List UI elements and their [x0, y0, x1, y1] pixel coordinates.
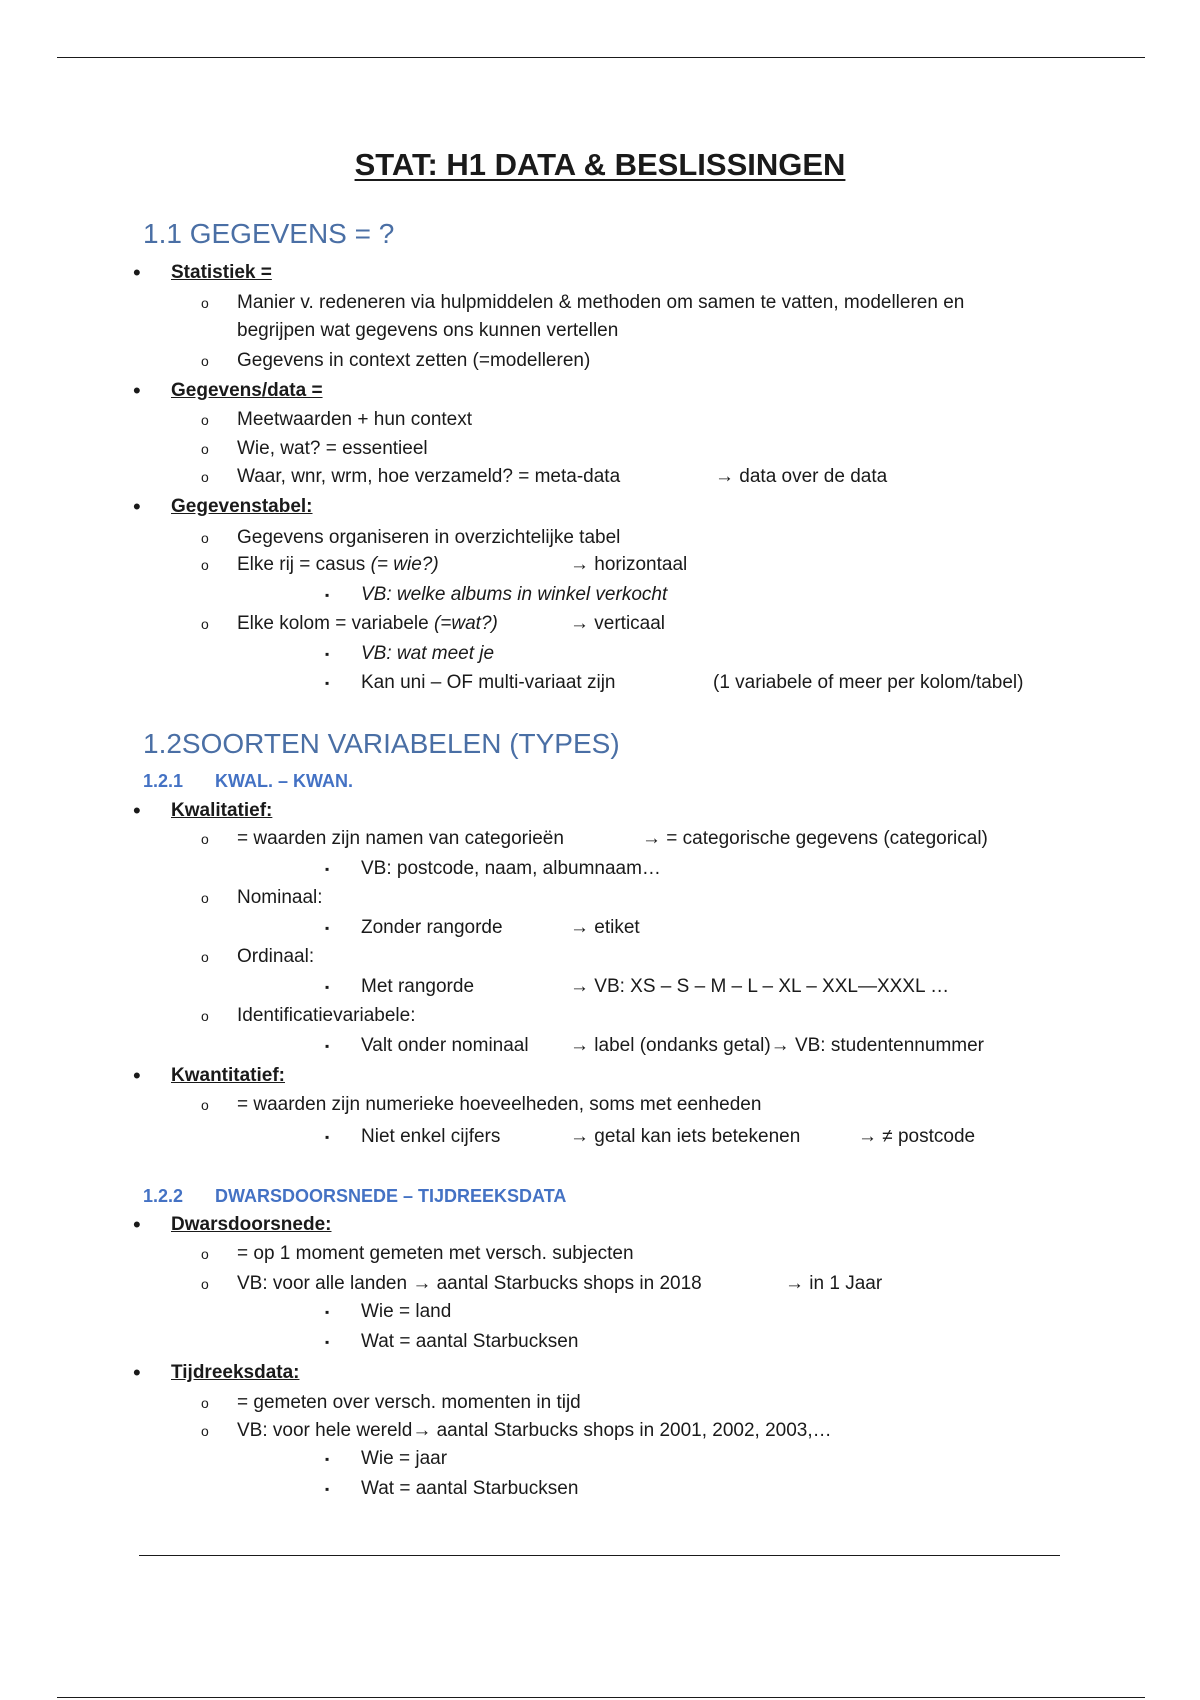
list-note: → etiket — [570, 917, 640, 938]
bullet: • — [133, 1212, 141, 1237]
bullet: • — [133, 1360, 141, 1385]
term-gegevens: Gegevens/data = — [171, 380, 323, 401]
bullet: • — [133, 798, 141, 823]
bullet: o — [201, 1246, 209, 1262]
bullet: o — [201, 1097, 209, 1113]
bullet: o — [201, 469, 209, 485]
list-item: Gegevens organiseren in overzichtelijke tabel — [237, 527, 621, 548]
bullet: ▪ — [325, 980, 330, 994]
term-gegevenstabel: Gegevenstabel: — [171, 496, 313, 517]
list-note: (1 variabele of meer per kolom/tabel) — [713, 672, 1024, 693]
bullet: o — [201, 831, 209, 847]
list-item: Nominaal: — [237, 887, 323, 908]
bullet: o — [201, 295, 209, 311]
list-item: Manier v. redeneren via hulpmiddelen & methoden om samen te vatten, modelleren en — [237, 292, 965, 313]
list-item: Wat = aantal Starbucksen — [361, 1331, 579, 1352]
term-dwarsdoorsnede: Dwarsdoorsnede: — [171, 1214, 332, 1235]
list-item: = gemeten over versch. momenten in tijd — [237, 1392, 581, 1413]
bullet: ▪ — [325, 647, 330, 661]
list-note: → VB: XS – S – M – L – XL – XXL—XXXL … — [570, 976, 950, 997]
list-item: = waarden zijn numerieke hoeveelheden, soms met eenheden — [237, 1094, 762, 1115]
bullet: ▪ — [325, 676, 330, 690]
list-item: begrijpen wat gegevens ons kunnen vertellen — [237, 320, 619, 341]
bullet: • — [133, 494, 141, 519]
bullet: • — [133, 260, 141, 285]
bullet: o — [201, 353, 209, 369]
list-item: VB: wat meet je — [361, 643, 495, 664]
list-note: → getal kan iets betekenen — [570, 1126, 801, 1147]
bullet: ▪ — [325, 588, 330, 602]
bullet: ▪ — [325, 921, 330, 935]
bullet: ▪ — [325, 1039, 330, 1053]
list-note: → = categorische gegevens (categorical) — [642, 828, 988, 849]
list-item: VB: postcode, naam, albumnaam… — [361, 858, 661, 879]
bullet: • — [133, 1063, 141, 1088]
bullet: o — [201, 441, 209, 457]
page-title: STAT: H1 DATA & BESLISSINGEN — [354, 147, 846, 182]
list-item: Niet enkel cijfers — [361, 1126, 501, 1147]
bullet: o — [201, 530, 209, 546]
list-item: Identificatievariabele: — [237, 1005, 416, 1026]
list-item: Met rangorde — [361, 976, 475, 997]
list-item: Waar, wnr, wrm, hoe verzameld? = meta-data — [237, 466, 621, 487]
bullet: • — [133, 378, 141, 403]
list-item: Wie, wat? = essentieel — [237, 438, 428, 459]
list-item: Wat = aantal Starbucksen — [361, 1478, 579, 1499]
term-kwalitatief: Kwalitatief: — [171, 800, 273, 821]
list-item: Valt onder nominaal — [361, 1035, 529, 1056]
list-note: → data over de data — [715, 466, 888, 487]
content-end-rule — [139, 1555, 1060, 1556]
bullet: ▪ — [325, 862, 330, 876]
list-item: Wie = jaar — [361, 1448, 448, 1469]
list-note: → label (ondanks getal)→ VB: studentennummer — [570, 1035, 984, 1056]
list-note: → verticaal — [570, 613, 666, 634]
list-item: VB: voor alle landen → aantal Starbucks shops in 2018 — [237, 1273, 702, 1294]
term-statistiek: Statistiek = — [171, 262, 272, 283]
list-item: = waarden zijn namen van categorieën — [237, 828, 564, 849]
header-rule — [57, 57, 1145, 58]
bullet: o — [201, 1423, 209, 1439]
bullet: o — [201, 1395, 209, 1411]
list-note: → in 1 Jaar — [785, 1273, 883, 1294]
bullet: o — [201, 1008, 209, 1024]
list-note: → ≠ postcode — [858, 1126, 976, 1147]
bullet: o — [201, 412, 209, 428]
bullet: o — [201, 890, 209, 906]
bullet: ▪ — [325, 1305, 330, 1319]
list-item: = op 1 moment gemeten met versch. subjecten — [237, 1243, 634, 1264]
section-heading-1-2: 1.2SOORTEN VARIABELEN (TYPES) — [143, 728, 620, 759]
term-kwantitatief: Kwantitatief: — [171, 1065, 285, 1086]
list-item: Gegevens in context zetten (=modelleren) — [237, 350, 591, 371]
list-item: VB: welke albums in winkel verkocht — [361, 584, 668, 605]
section-heading-1-1: 1.1 GEGEVENS = ? — [143, 218, 395, 249]
subsection-heading-1-2-2: 1.2.2 DWARSDOORSNEDE – TIJDREEKSDATA — [143, 1186, 567, 1206]
list-item: Wie = land — [361, 1301, 452, 1322]
list-item: Kan uni – OF multi-variaat zijn — [361, 672, 616, 693]
list-item: VB: voor hele wereld→ aantal Starbucks shops in 2001, 2002, 2003,… — [237, 1420, 832, 1441]
list-item: Elke rij = casus (= wie?) — [237, 554, 439, 575]
term-tijdreeksdata: Tijdreeksdata: — [171, 1362, 300, 1383]
bullet: ▪ — [325, 1335, 330, 1349]
bullet: ▪ — [325, 1482, 330, 1496]
list-note: → horizontaal — [570, 554, 688, 575]
bullet: ▪ — [325, 1452, 330, 1466]
footer-rule — [57, 1697, 1145, 1698]
list-item: Zonder rangorde — [361, 917, 503, 938]
list-item: Ordinaal: — [237, 946, 315, 967]
subsection-heading-1-2-1: 1.2.1 KWAL. – KWAN. — [143, 771, 353, 791]
bullet: o — [201, 616, 209, 632]
bullet: o — [201, 949, 209, 965]
list-item: Elke kolom = variabele (=wat?) — [237, 613, 498, 634]
list-item: Meetwaarden + hun context — [237, 409, 473, 430]
bullet: o — [201, 557, 209, 573]
bullet: ▪ — [325, 1130, 330, 1144]
bullet: o — [201, 1276, 209, 1292]
